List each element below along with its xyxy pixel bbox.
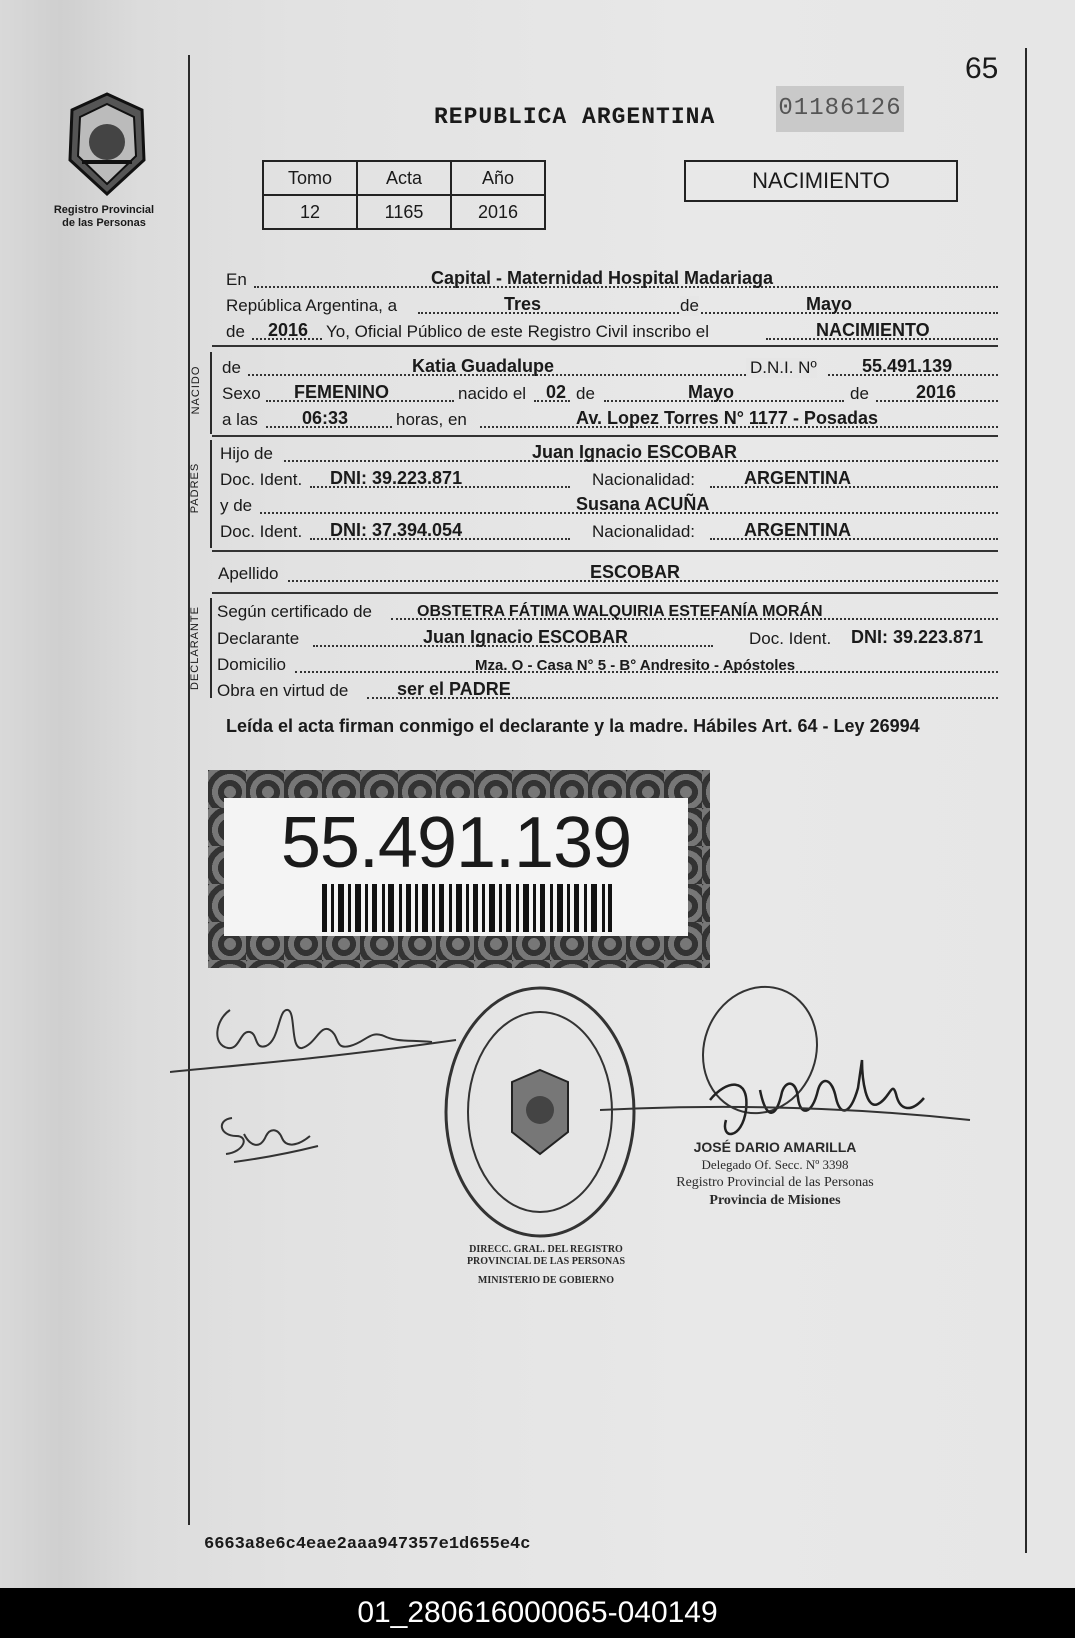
declarante-address: Mza. O - Casa N° 5 - B° Andresito - Apóstoles (475, 657, 796, 674)
mother-name: Susana ACUÑA (576, 494, 710, 514)
nacido-row-name: de Katia Guadalupe D.N.I. Nº 55.491.139 (222, 356, 998, 380)
inscribo-value: NACIMIENTO (816, 320, 930, 340)
side-label-padres: PADRES (189, 462, 201, 514)
declarante-row-cert: Según certificado de OBSTETRA FÁTIMA WALQUIRIA ESTEFANÍA MORÁN (217, 600, 998, 624)
official-office: Registro Provincial de las Personas (676, 1175, 874, 1190)
birth-month: Mayo (688, 382, 735, 402)
official-province: Provincia de Misiones (709, 1193, 841, 1208)
barcode-label (208, 770, 710, 968)
footer-id-bar: 01_280616000065-040149 (0, 1588, 1075, 1638)
intro-row-inscribo: de 2016 Yo, Oficial Público de este Registro Civil inscribo el NACIMIENTO (226, 320, 998, 344)
nacido-row-time: a las 06:33 horas, en Av. Lopez Torres N° 1177 - Posadas (222, 408, 998, 432)
registry-value-anio: 2016 (451, 195, 545, 229)
birth-year: 2016 (916, 382, 957, 402)
declarante-doc: DNI: 39.223.871 (851, 627, 984, 647)
registry-table (262, 160, 546, 230)
cert-value: OBSTETRA FÁTIMA WALQUIRIA ESTEFANÍA MORÁN (417, 603, 823, 620)
birth-time: 06:33 (302, 408, 349, 428)
padres-row-mother: y de Susana ACUÑA (220, 494, 998, 518)
father-nationality: ARGENTINA (744, 468, 851, 488)
birth-day: 02 (546, 382, 567, 402)
obra-value: ser el PADRE (397, 679, 511, 699)
declarante-row-address: Domicilio Mza. O - Casa N° 5 - B° Andresito - Apóstoles (217, 653, 998, 677)
child-sex: FEMENINO (294, 382, 390, 402)
padres-row-father: Hijo de Juan Ignacio ESCOBAR (220, 442, 998, 466)
father-name: Juan Ignacio ESCOBAR (532, 442, 738, 462)
declarante-row-obra: Obra en virtud de ser el PADRE (217, 679, 998, 703)
barcode-number: 55.491.139 (280, 803, 632, 883)
document-title: REPUBLICA ARGENTINA (434, 104, 716, 130)
left-margin-line (188, 55, 190, 1525)
place-value: Capital - Maternidad Hospital Madariaga (431, 268, 774, 288)
document-hash: 6663a8e6c4eae2aaa947357e1d655e4c (204, 1535, 531, 1554)
record-type-box: NACIMIENTO (684, 160, 958, 202)
registry-value-tomo: 12 (263, 195, 357, 229)
official-role: Delegado Of. Secc. Nº 3398 (701, 1157, 849, 1172)
mother-doc: DNI: 37.394.054 (330, 520, 463, 540)
declarante-name: Juan Ignacio ESCOBAR (423, 627, 629, 647)
logo-caption: Registro Provincial de las Personas (53, 204, 155, 229)
registry-value-acta: 1165 (357, 195, 451, 229)
nacido-row-sex: Sexo FEMENINO nacido el 02 de Mayo de 2016 (222, 382, 998, 406)
seal-inner-text: MINISTERIO DE GOBIERNO (477, 1275, 615, 1286)
apellido-value: ESCOBAR (590, 562, 681, 582)
declarante-row-name: Declarante Juan Ignacio ESCOBAR Doc. Ident. DNI: 39.223.871 (217, 627, 984, 648)
father-doc: DNI: 39.223.871 (330, 468, 463, 488)
mother-nationality: ARGENTINA (744, 520, 851, 540)
mother-signature-icon (214, 1106, 324, 1166)
apellido-row: Apellido ESCOBAR (218, 562, 998, 586)
serial-number: 01186126 (776, 86, 904, 132)
padres-row-mother-doc: Doc. Ident. DNI: 37.394.054 Nacionalidad: ARGENTINA (220, 520, 998, 544)
month-value: Mayo (806, 294, 853, 314)
intro-row-place: En Capital - Maternidad Hospital Madariaga (226, 268, 998, 292)
birth-address: Av. Lopez Torres N° 1177 - Posadas (576, 408, 878, 428)
registry-header-acta: Acta (357, 161, 451, 195)
padres-row-father-doc: Doc. Ident. DNI: 39.223.871 Nacionalidad: ARGENTINA (220, 468, 998, 492)
seal-ring-text: DIRECC. GRAL. DEL REGISTRO PROVINCIAL DE LAS PERSONAS (466, 1244, 626, 1267)
barcode-icon (322, 884, 612, 932)
registry-header-anio: Año (451, 161, 545, 195)
barcode-sticker (224, 798, 688, 936)
declarante-signature-icon (170, 990, 460, 1090)
side-label-declarante: DECLARANTE (189, 606, 201, 690)
official-stamp (650, 1138, 900, 1210)
closing-statement: Leída el acta firman conmigo el declarante y la madre. Hábiles Art. 64 - Ley 26994 (226, 716, 920, 736)
official-name: JOSÉ DARIO AMARILLA (693, 1139, 857, 1155)
misiones-logo-icon (52, 90, 162, 200)
day-value: Tres (504, 294, 542, 314)
year-value: 2016 (268, 320, 309, 340)
intro-row-date: República Argentina, a Tres de Mayo (226, 294, 998, 318)
right-margin-line (1025, 48, 1027, 1553)
registry-header-tomo: Tomo (263, 161, 357, 195)
child-dni: 55.491.139 (862, 356, 953, 376)
child-name: Katia Guadalupe (412, 356, 555, 376)
side-label-nacido: NACIDO (190, 365, 202, 415)
section-divider (212, 345, 998, 347)
page-number: 65 (965, 52, 999, 85)
